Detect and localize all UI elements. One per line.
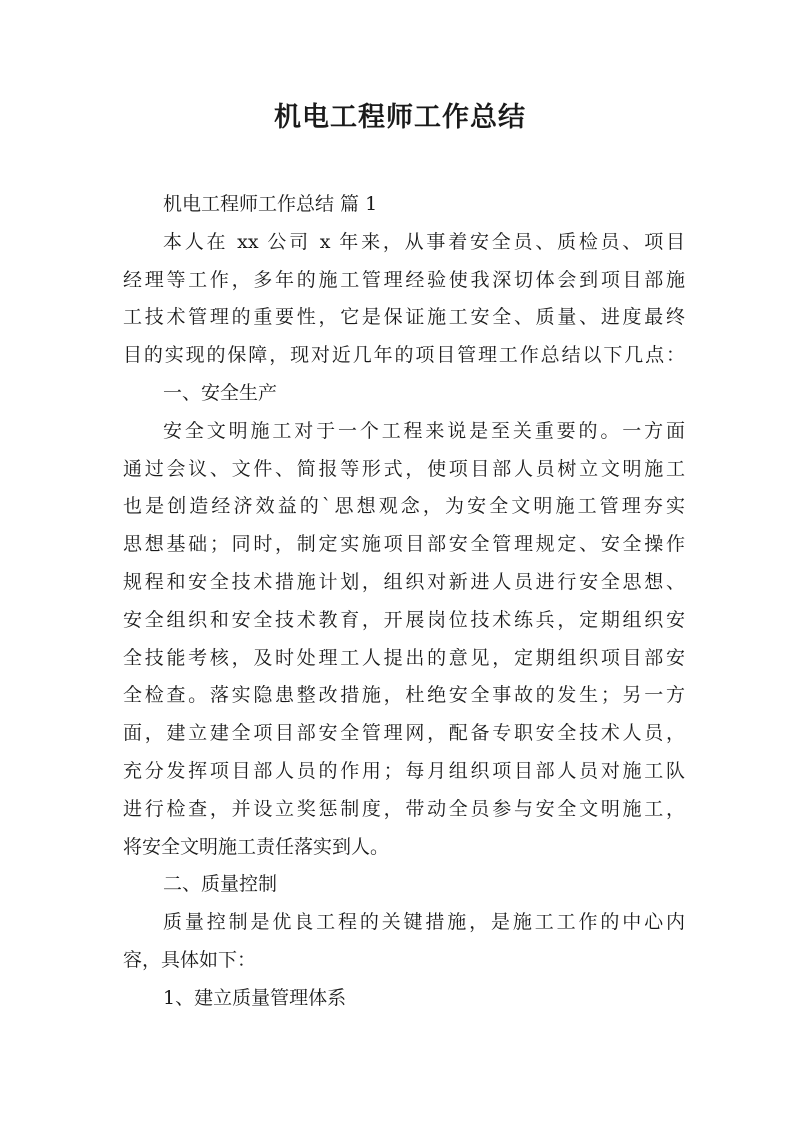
document-body	[123, 186, 685, 1018]
body-text-line: 安全组织和安全技术教育，开展岗位技术练兵，定期组织安	[123, 608, 685, 631]
body-text-line: 将安全文明施工责任落实到人。	[123, 835, 390, 858]
document-title: 机电工程师工作总结	[274, 102, 526, 133]
body-text-line: 经理等工作，多年的施工管理经验使我深切体会到项目部施	[123, 268, 685, 291]
body-text-line: 1、建立质量管理体系	[163, 986, 347, 1009]
body-text-line: 全检查。落实隐患整改措施，杜绝安全事故的发生；另一方	[123, 684, 685, 707]
body-text-line: 本人在 xx 公司 x 年来，从事着安全员、质检员、项目	[163, 230, 685, 253]
body-text-line: 目的实现的保障，现对近几年的项目管理工作总结以下几点：	[123, 344, 685, 367]
body-text-line: 面，建立建全项目部安全管理网，配备专职安全技术人员，	[123, 722, 685, 745]
body-text-line: 也是创造经济效益的`思想观念，为安全文明施工管理夯实	[123, 495, 685, 518]
body-text-line: 思想基础；同时，制定实施项目部安全管理规定、安全操作	[123, 533, 685, 556]
body-text-line: 全技能考核，及时处理工人提出的意见，定期组织项目部安	[123, 646, 685, 669]
body-text-line: 工技术管理的重要性，它是保证施工安全、质量、进度最终	[123, 306, 685, 329]
body-text-line: 规程和安全技术措施计划，组织对新进人员进行安全思想、	[123, 570, 685, 593]
body-text-line: 通过会议、文件、简报等形式，使项目部人员树立文明施工	[123, 457, 685, 480]
body-text-line: 二、质量控制	[163, 873, 278, 896]
body-text-line: 质量控制是优良工程的关键措施，是施工工作的中心内	[163, 911, 685, 934]
body-text-line: 进行检查，并设立奖惩制度，带动全员参与安全文明施工，	[123, 797, 685, 820]
body-text-line: 机电工程师工作总结 篇 1	[163, 193, 378, 215]
body-text-line: 一、安全生产	[163, 381, 278, 404]
body-text-line: 安全文明施工对于一个工程来说是至关重要的。一方面	[163, 419, 685, 442]
body-text-line: 容，具体如下：	[123, 948, 257, 971]
body-text-line: 充分发挥项目部人员的作用；每月组织项目部人员对施工队	[123, 759, 685, 782]
